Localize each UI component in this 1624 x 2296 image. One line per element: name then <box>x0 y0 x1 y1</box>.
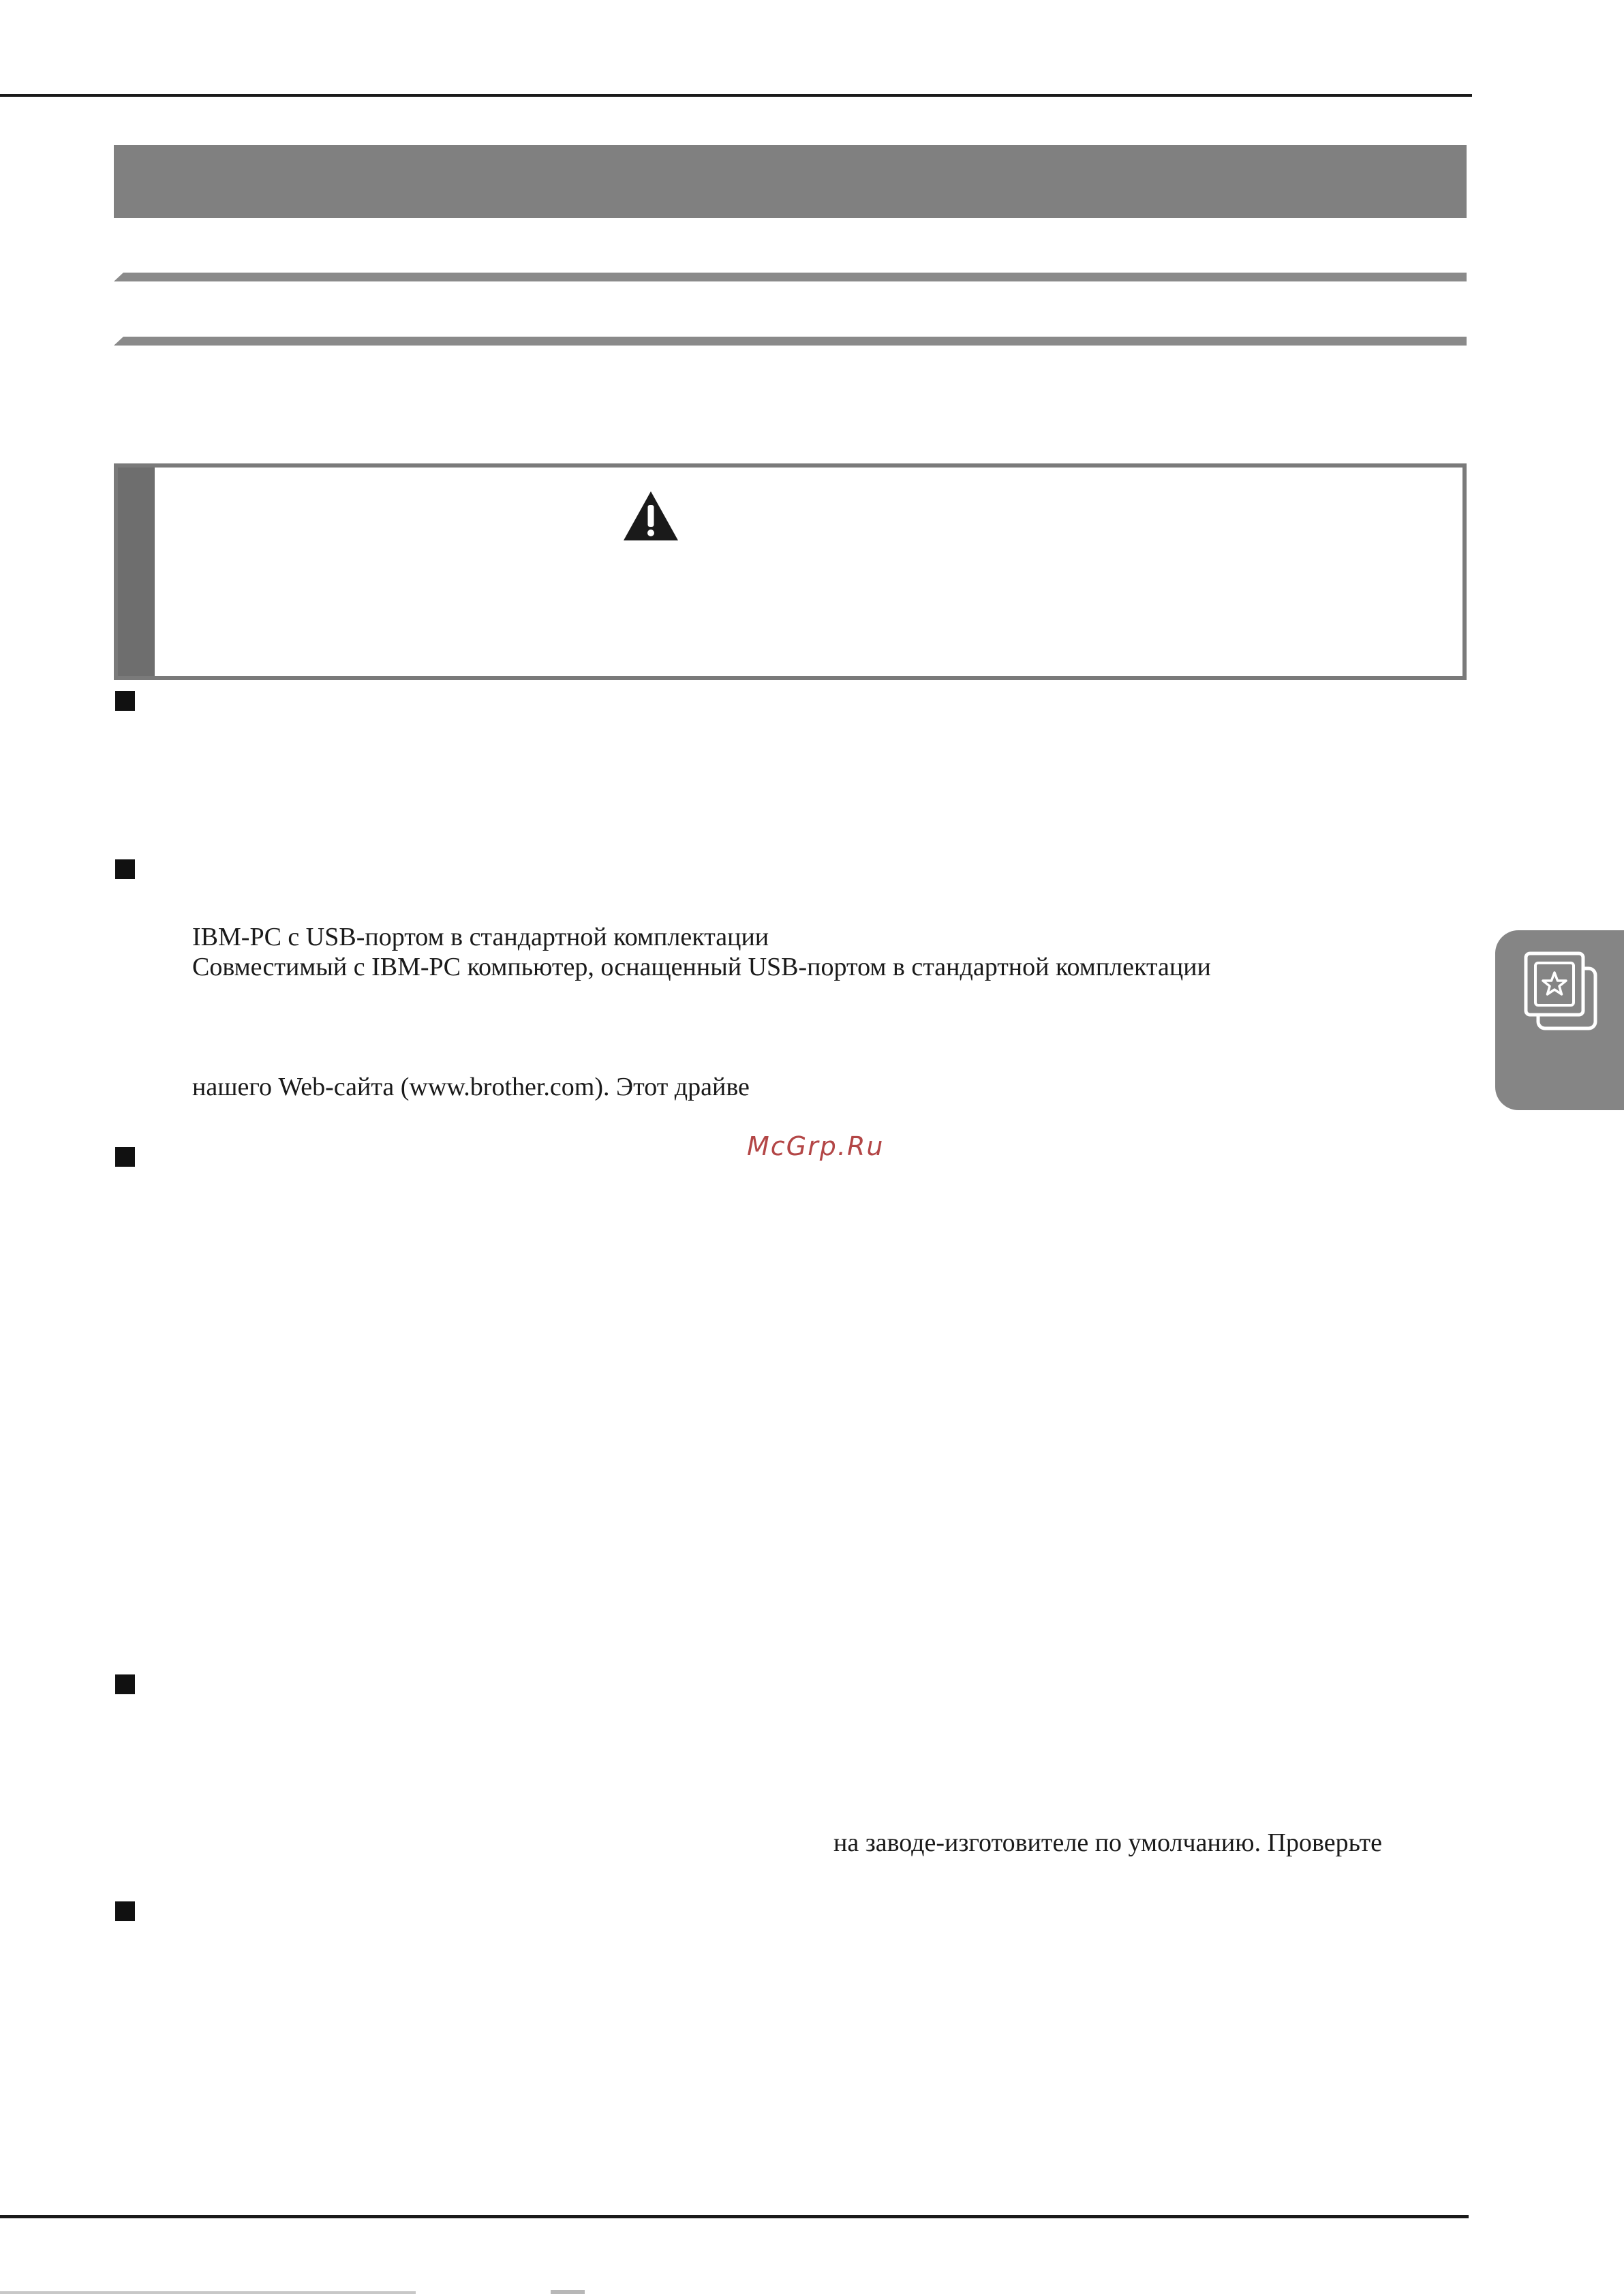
section-bullet <box>115 1901 135 1921</box>
subsection-rule-lower <box>114 337 1467 346</box>
top-rule <box>0 94 1472 97</box>
section-bullet <box>115 1147 135 1167</box>
settings-note-text: на заводе-изготовителе по умолчанию. Проверьте <box>833 1828 1382 1857</box>
system-requirement-line: IBM-PC с USB-портом в стандартной комплектации <box>192 923 769 951</box>
section-bullet <box>115 691 135 711</box>
section-title-bar <box>114 145 1467 218</box>
scan-edge-mark <box>0 2291 416 2294</box>
caution-stripe <box>118 468 155 676</box>
caution-box <box>114 463 1467 680</box>
section-bullet <box>115 1674 135 1694</box>
chapter-side-tab[interactable] <box>1495 930 1624 1110</box>
warning-triangle-icon <box>622 490 679 542</box>
driver-note-text: нашего Web-сайта (www.brother.com). Этот драйве <box>192 1073 750 1101</box>
system-requirement-line: Совместимый с IBM-PC компьютер, оснащенный USB-портом в стандартной комплектации <box>192 953 1211 981</box>
bottom-rule <box>0 2215 1469 2218</box>
embroidery-card-star-icon <box>1520 948 1601 1032</box>
watermark: McGrp.Ru <box>747 1131 885 1161</box>
section-bullet <box>115 859 135 879</box>
subsection-rule-upper <box>114 273 1467 281</box>
scan-edge-mark <box>551 2290 585 2294</box>
